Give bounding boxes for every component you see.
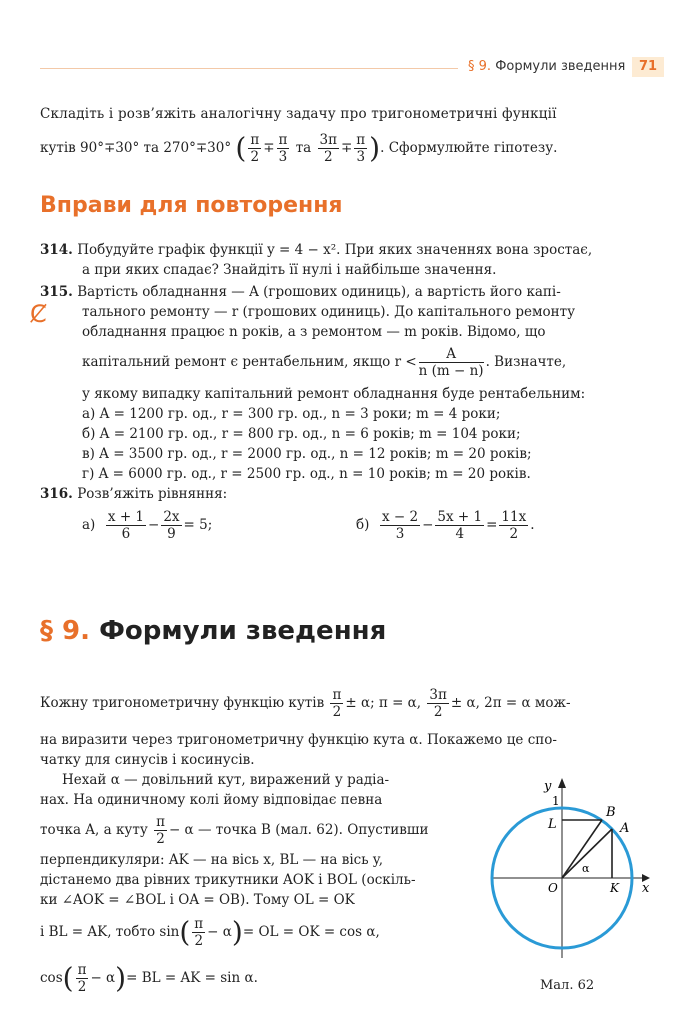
body-line-3: чатку для синусів і косинусів. xyxy=(40,752,255,768)
label-K: K xyxy=(610,881,619,895)
section-heading: § 9. Формули зведення xyxy=(40,616,387,646)
ex315-line-1: 315. Вартість обладнання — A (грошових одиниць), а вартість його капі- xyxy=(40,284,561,300)
label-one: 1 xyxy=(552,794,560,808)
label-B: B xyxy=(606,805,616,820)
body-line-5: нах. На одиничному колі йому відповідає певна xyxy=(40,792,383,808)
ex315-line-2: тального ремонту — r (грошових одиниць). До капітального ремонту xyxy=(82,304,576,320)
ex314-line-1: 314. Побудуйте графік функції y = 4 − x². При яких значеннях вона зростає, xyxy=(40,242,593,258)
page-number: 71 xyxy=(632,57,664,77)
unit-circle-figure xyxy=(482,768,662,968)
label-alpha: α xyxy=(582,862,590,875)
body-line-1: Кожну тригонометричну функцію кутів $\frac{\pi}{2}$ ± α; π = α, $\frac{3\pi}{2}$ ± α, 2π = α мож- xyxy=(40,687,571,720)
y-axis-arrow xyxy=(558,778,566,788)
body-line-7: перпендикуляри: AK — на вісь x, BL — на вісь y, xyxy=(40,852,383,868)
label-O: O xyxy=(548,881,558,895)
review-heading: Вправи для повторення xyxy=(40,193,343,218)
figure-caption: Мал. 62 xyxy=(540,978,595,993)
ex315-line-5: у якому випадку капітальний ремонт обладнання буде рентабельним: xyxy=(82,386,586,402)
intro-line-1: Складіть і розв’яжіть аналогічну задачу про тригонометричні функції xyxy=(40,106,557,122)
difficulty-icon: Ȼ xyxy=(30,300,47,328)
ex315-line-3: обладнання працює n років, а з ремонтом — m років. Відомо, що xyxy=(82,324,546,340)
body-line-10: і BL = AK, тобто sin( $\frac{\pi}{2}$ − α)= OL = OK = cos α, xyxy=(40,915,380,949)
ex315-item-v: в) A = 3500 гр. од., r = 2000 гр. од., n = 12 років; m = 20 років; xyxy=(82,446,532,462)
body-line-11: cos( $\frac{\pi}{2}$ − α)= BL = AK = sin α. xyxy=(40,961,258,995)
ex316-eq-b: б) $\frac{x - 2}{3}$ − $\frac{5x + 1}{4}$ = $\frac{11x}{2}$ . xyxy=(356,509,535,542)
ex315-item-g: г) A = 6000 гр. од., r = 2500 гр. од., n = 10 років; m = 20 років. xyxy=(82,466,531,482)
ex315-line-4: капітальний ремонт є рентабельним, якщо r < $\frac{A}{n (m - n)}$ . Визначте, xyxy=(82,346,567,379)
frac-A-over-n: $\frac{A}{n (m - n)}$ xyxy=(418,346,484,379)
frac-pi-2: $\frac{\pi}{2}$ xyxy=(250,132,260,165)
body-line-4: Нехай α — довільний кут, виражений у радіа- xyxy=(62,772,390,788)
ex315-item-a: а) A = 1200 гр. од., r = 300 гр. од., n = 3 роки; m = 4 роки; xyxy=(82,406,501,422)
body-line-9: ки ∠AOK = ∠BOL і OA = OB). Тому OL = OK xyxy=(40,892,355,908)
label-y: y xyxy=(544,779,552,794)
body-line-6: точка A, а куту $\frac{\pi}{2}$ − α — точка B (мал. 62). Опустивши xyxy=(40,814,429,847)
label-L: L xyxy=(548,817,557,832)
header-rule xyxy=(40,68,458,69)
ex314-line-2: а при яких спадає? Знайдіть її нулі і найбільше значення. xyxy=(82,262,497,278)
label-x: x xyxy=(642,881,650,896)
ex316-eq-a: а) $\frac{x + 1}{6}$ − $\frac{2x}{9}$ = 5; xyxy=(82,509,213,542)
intro-line-2: кутів 90°∓30° та 270°∓30° ( $\frac{\pi}{2}$ ∓ $\frac{\pi}{3}$ та $\frac{3\pi}{2}$ ∓ $\frac{\pi}{3}$ ). Сформулюйте гіпотезу. xyxy=(40,131,558,165)
header-section-title: Формули зведення xyxy=(495,59,626,74)
label-A: A xyxy=(620,821,630,836)
body-line-8: дістанемо два рівних трикутники AOK і BOL (оскіль- xyxy=(40,872,416,888)
ex315-item-b: б) A = 2100 гр. од., r = 800 гр. од., n = 6 років; m = 104 роки; xyxy=(82,426,521,442)
header-section-num: § 9. xyxy=(468,59,492,74)
ex316-line: 316. Розв’яжіть рівняння: xyxy=(40,486,228,502)
running-header xyxy=(468,59,625,74)
body-line-2: на виразити через тригонометричну функцію кута α. Покажемо це спо- xyxy=(40,732,557,748)
